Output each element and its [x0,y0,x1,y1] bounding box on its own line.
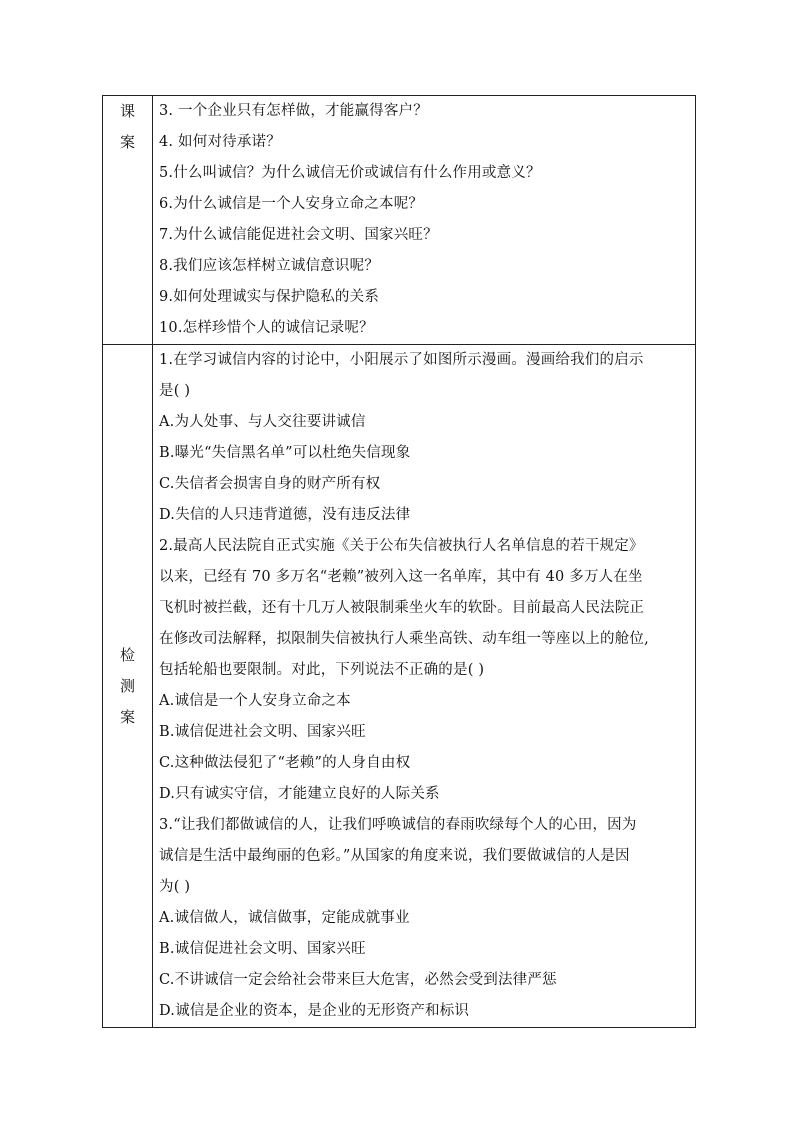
exercise-line: 以来，已经有 70 多万名“老赖”被列入这一名单库，其中有 40 多万人在坐 [159,569,643,585]
exercise-line: 为( ) [159,879,191,895]
jiance-label-char: 测 [119,676,135,695]
question-line: 6.为什么诚信是一个人安身立命之本呢？ [159,196,424,212]
ketan-row [103,96,695,344]
ketan-content [153,96,695,344]
exercise-line: 3.“让我们都做诚信的人，让我们呼唤诚信的春雨吹绿每个人的心田，因为 [159,817,637,833]
exercise-line: 在修改司法解释，拟限制失信被执行人乘坐高铁、动车组一等座以上的舱位, [159,631,649,647]
question-line: 5.什么叫诚信？为什么诚信无价或诚信有什么作用或意义？ [159,165,541,181]
lesson-table [102,95,696,1028]
option-line: B.诚信促进社会文明、国家兴旺 [159,724,366,740]
option-line: B.曝光“失信黑名单”可以杜绝失信现象 [159,445,411,461]
question-line: 4. 如何对待承诺？ [159,134,281,150]
exercise-line: 包括轮船也要限制。对此，下列说法不正确的是( ) [159,662,485,678]
exercise-line: 1.在学习诚信内容的讨论中，小阳展示了如图所示漫画。漫画给我们的启示 [159,352,644,368]
exercise-line: 2.最高人民法院自正式实施《关于公布失信被执行人名单信息的若干规定》 [159,538,644,554]
question-line: 3. 一个企业只有怎样做，才能赢得客户？ [159,103,428,119]
option-line: C.失信者会损害自身的财产所有权 [159,476,381,492]
option-line: D.诚信是企业的资本，是企业的无形资产和标识 [159,1003,470,1019]
question-line: 9.如何处理诚实与保护隐私的关系 [159,289,380,305]
option-line: A.为人处事、与人交往要讲诚信 [159,414,366,430]
exercise-line: 飞机时被拦截，还有十几万人被限制乘坐火车的软卧。目前最高人民法院正 [159,600,645,616]
ketan-label [103,96,153,344]
ketan-label-char: 课 [119,102,135,120]
option-line: C.这种做法侵犯了“老赖”的人身自由权 [159,755,411,771]
jiance-label [103,345,153,1027]
option-line: A.诚信做人，诚信做事，定能成就事业 [159,910,410,926]
option-line: C.不讲诚信一定会给社会带来巨大危害，必然会受到法律严惩 [159,972,557,988]
jiance-label-char: 检 [119,645,135,664]
question-line: 7.为什么诚信能促进社会文明、国家兴旺？ [159,227,438,243]
ketan-label-char: 案 [119,133,135,151]
option-line: B.诚信促进社会文明、国家兴旺 [159,941,366,957]
question-line: 8.我们应该怎样树立诚信意识呢？ [159,258,380,274]
jiance-content [153,345,695,1027]
option-line: D.失信的人只违背道德，没有违反法律 [159,507,411,523]
question-line: 10.怎样珍惜个人的诚信记录呢？ [159,320,374,336]
option-line: A.诚信是一个人安身立命之本 [159,693,351,709]
jiance-row [103,344,695,1027]
jiance-label-char: 案 [119,707,135,726]
exercise-line: 是( ) [159,383,191,399]
exercise-line: 诚信是生活中最绚丽的色彩。”从国家的角度来说，我们要做诚信的人是因 [159,848,630,864]
option-line: D.只有诚实守信，才能建立良好的人际关系 [159,786,440,802]
